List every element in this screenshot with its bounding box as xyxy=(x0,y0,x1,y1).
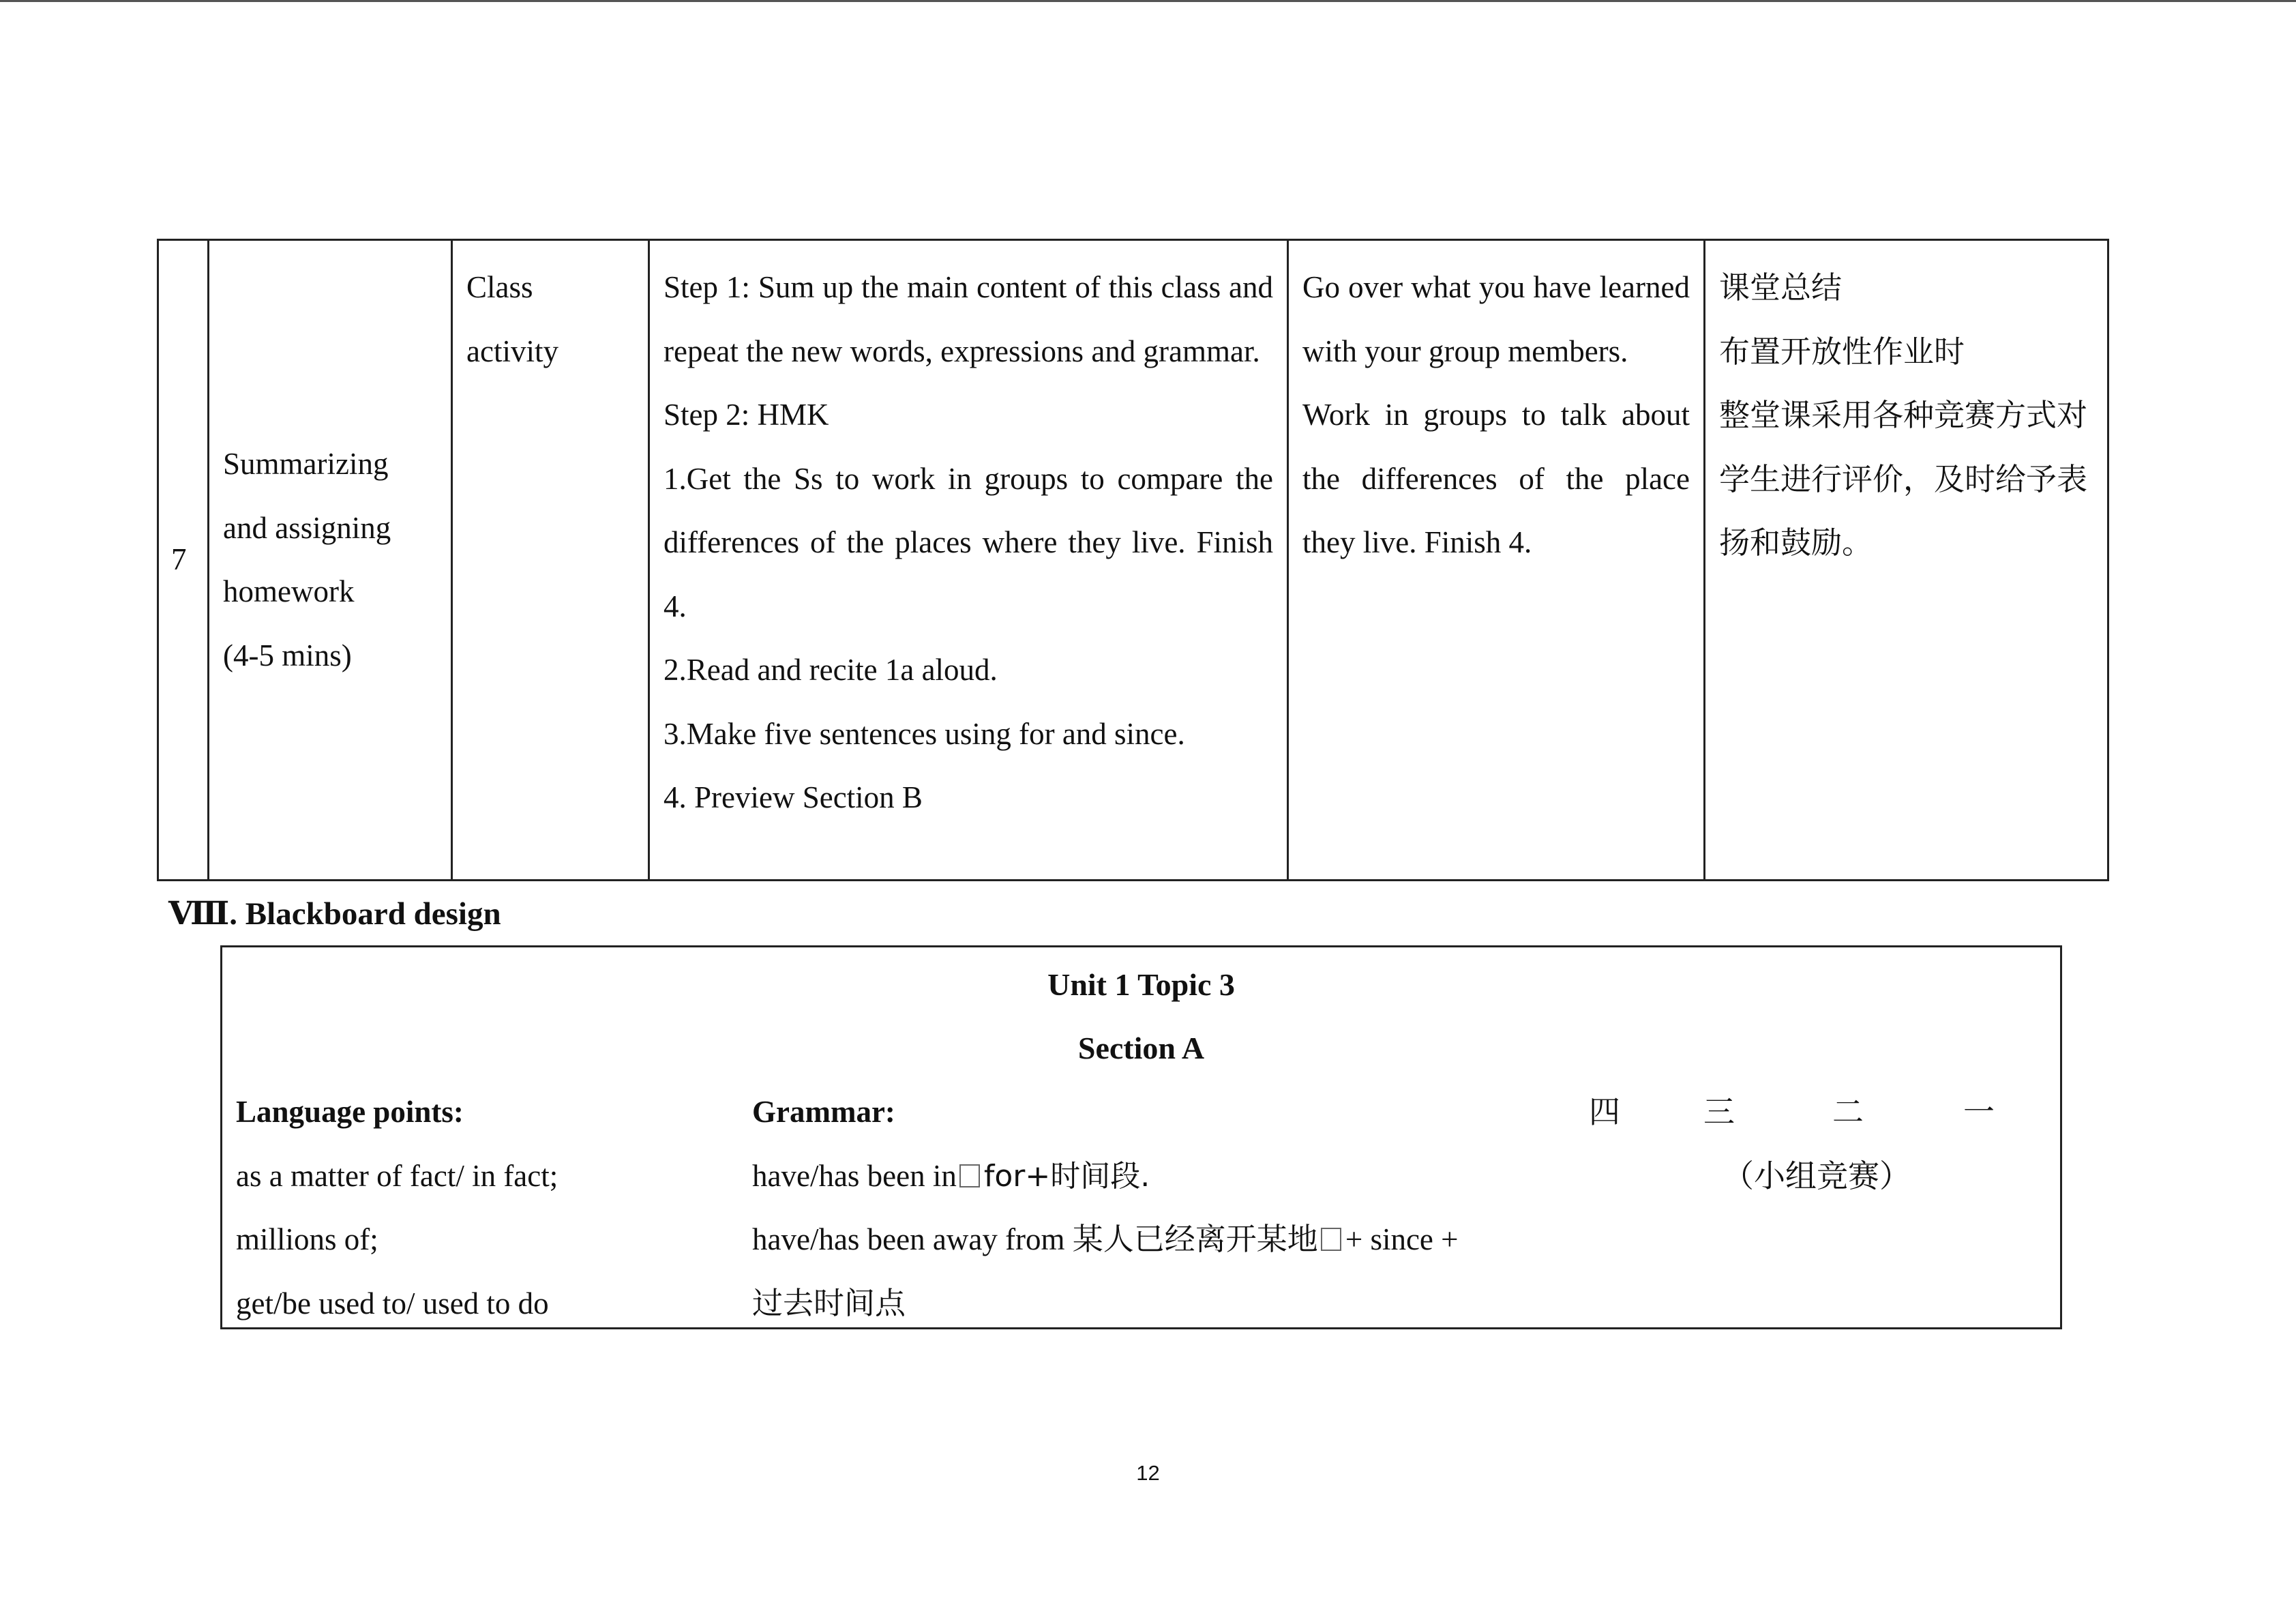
stage-cell xyxy=(209,240,452,881)
homework-item-2: 2.Read and recite 1a aloud. xyxy=(664,653,998,687)
homework-item-1: 1.Get the Ss to work in groups to compare the differences of the places where they live. Finish 4. xyxy=(664,461,1273,623)
grammar-line-3: 过去时间点 xyxy=(752,1285,906,1321)
language-point-item: as a matter of fact/ in fact; xyxy=(236,1159,558,1193)
homework-item-4: 4. Preview Section B xyxy=(664,780,923,814)
stage-line: Summarizing xyxy=(223,447,389,481)
group-rank: 二 xyxy=(1832,1093,1864,1130)
design-intent-line: 布置开放性作业时 xyxy=(1719,333,1965,370)
board-title-section: Section A xyxy=(1077,1031,1205,1065)
blank-box-icon xyxy=(1321,1228,1341,1251)
homework-item-3: 3.Make five sentences using for and since. xyxy=(664,716,1185,751)
page-top-rule xyxy=(0,0,2296,2)
design-intent-line: 课堂总结 xyxy=(1719,269,1843,306)
blackboard-design-heading: Ⅷ. Blackboard design xyxy=(168,896,501,932)
language-point-item: get/be used to/ used to do xyxy=(236,1286,549,1320)
grammar-line-1 xyxy=(752,1155,1150,1197)
lesson-table xyxy=(157,239,2109,881)
teacher-activity-cell xyxy=(649,240,1288,881)
blank-box-icon xyxy=(959,1164,980,1187)
student-activity-cell xyxy=(1288,240,1705,881)
table-row xyxy=(158,240,2108,881)
step-1-text: Step 1: Sum up the main content of this class and repeat the new words, expressions and grammar. xyxy=(664,270,1273,368)
blackboard-box xyxy=(220,945,2062,1329)
activity-form-line: Class xyxy=(466,270,533,304)
stage-line: (4-5 mins) xyxy=(223,638,352,673)
grammar-label: Grammar: xyxy=(752,1095,895,1129)
language-points-label: Language points: xyxy=(236,1095,464,1129)
student-activity-1: Go over what you have learned with your group members. xyxy=(1302,270,1690,368)
grammar-line-1-part-a: have/has been in xyxy=(752,1159,957,1193)
step-number-cell xyxy=(158,240,209,881)
group-rank: 一 xyxy=(1963,1093,1995,1130)
board-title-unit: Unit 1 Topic 3 xyxy=(1047,967,1235,1002)
design-intent-cell xyxy=(1705,240,2108,881)
student-activity-2: Work in groups to talk about the differences of the place they live. Finish 4. xyxy=(1302,398,1690,559)
grammar-line-2-part-a: have/has been away from 某人已经离开某地 xyxy=(752,1222,1318,1256)
stage-line: homework xyxy=(223,574,355,608)
language-point-item: millions of; xyxy=(236,1222,378,1256)
grammar-line-1-part-b: for+时间段. xyxy=(983,1159,1150,1194)
step-number: 7 xyxy=(171,542,187,577)
activity-form-cell xyxy=(452,240,649,881)
grammar-line-2 xyxy=(752,1219,1459,1260)
activity-form-line: activity xyxy=(466,334,558,368)
grammar-line-2-part-b: + since + xyxy=(1345,1222,1459,1256)
group-competition-label: （小组竞赛） xyxy=(1723,1157,1911,1194)
design-intent-line: 整堂课采用各种竞赛方式对学生进行评价，及时给予表扬和鼓励。 xyxy=(1719,397,2088,561)
group-rank: 四 xyxy=(1589,1093,1620,1130)
step-2-title: Step 2: HMK xyxy=(664,398,829,432)
page-number: 12 xyxy=(1136,1461,1160,1485)
stage-line: and assigning xyxy=(223,510,391,545)
group-rank: 三 xyxy=(1703,1093,1735,1130)
